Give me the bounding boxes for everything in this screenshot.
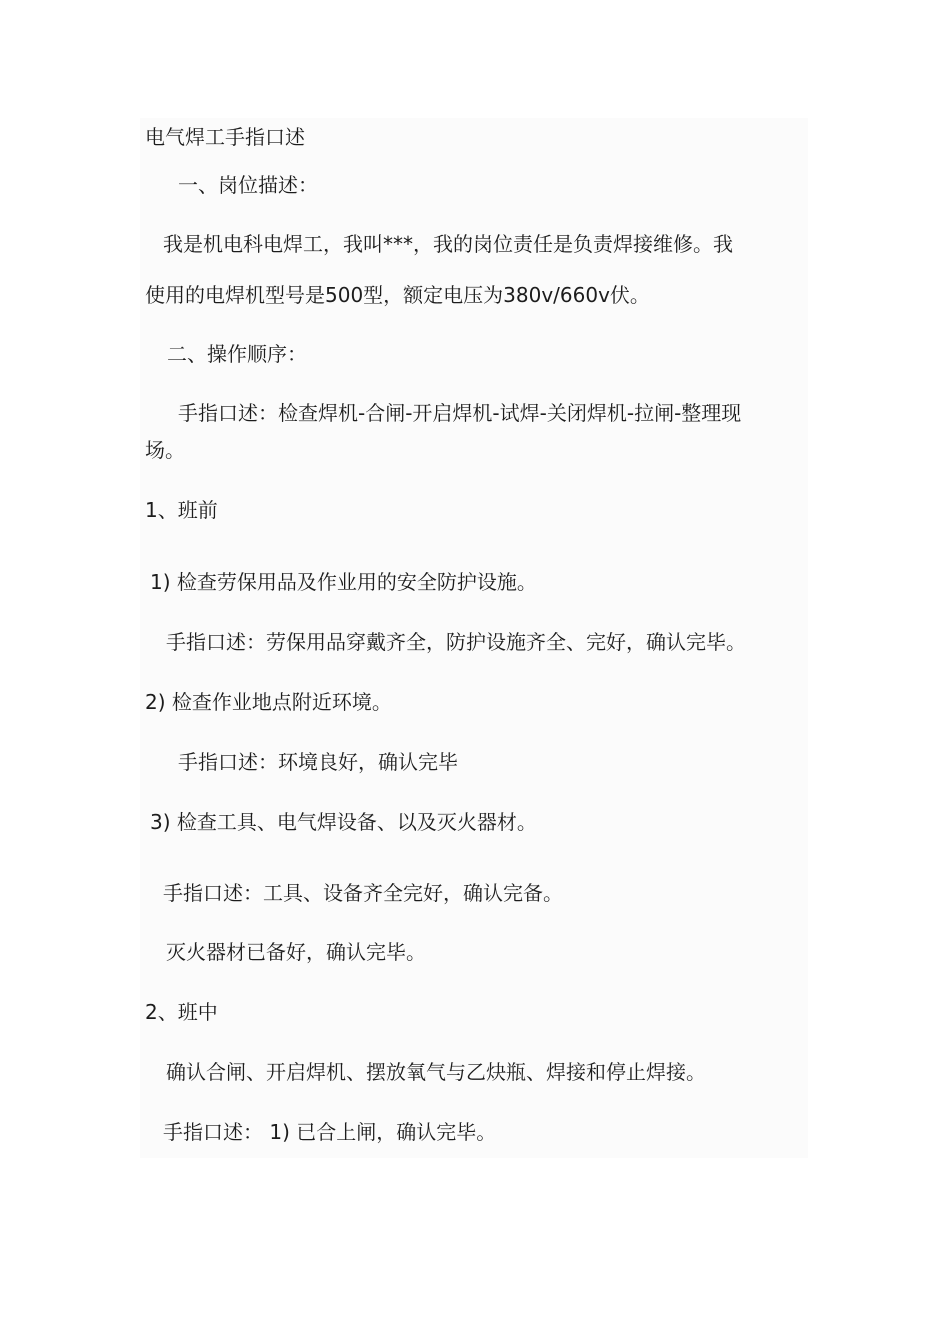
section-heading-operation-sequence: 二、操作顺序： <box>167 342 307 366</box>
section-heading-job-description: 一、岗位描述： <box>178 173 318 197</box>
job-description-line-1: 我是机电科电焊工，我叫***，我的岗位责任是负责焊接维修。我 <box>163 232 733 256</box>
check-item-3: 3) 检查工具、电气焊设备、以及灭火器材。 <box>150 810 537 834</box>
check-item-2-speech: 手指口述：环境良好，确认完毕 <box>178 750 458 774</box>
check-item-1-speech: 手指口述：劳保用品穿戴齐全，防护设施齐全、完好，确认完毕。 <box>166 630 746 654</box>
check-item-1: 1) 检查劳保用品及作业用的安全防护设施。 <box>150 570 537 594</box>
shift-before-heading: 1、班前 <box>145 498 218 522</box>
during-shift-description: 确认合闸、开启焊机、摆放氧气与乙炔瓶、焊接和停止焊接。 <box>166 1060 706 1084</box>
during-shift-speech: 手指口述： 1) 已合上闸，确认完毕。 <box>163 1120 497 1144</box>
check-item-3-speech-2: 灭火器材已备好，确认完毕。 <box>166 940 426 964</box>
document-title: 电气焊工手指口述 <box>145 125 305 149</box>
check-item-2: 2) 检查作业地点附近环境。 <box>145 690 392 714</box>
sequence-line-2: 场。 <box>145 438 185 462</box>
shift-during-heading: 2、班中 <box>145 1000 218 1024</box>
sequence-line-1: 手指口述：检查焊机-合闸-开启焊机-试焊-关闭焊机-拉闸-整理现 <box>178 401 742 425</box>
check-item-3-speech: 手指口述：工具、设备齐全完好，确认完备。 <box>163 881 563 905</box>
job-description-line-2: 使用的电焊机型号是500型，额定电压为380v/660v伏。 <box>145 283 650 307</box>
